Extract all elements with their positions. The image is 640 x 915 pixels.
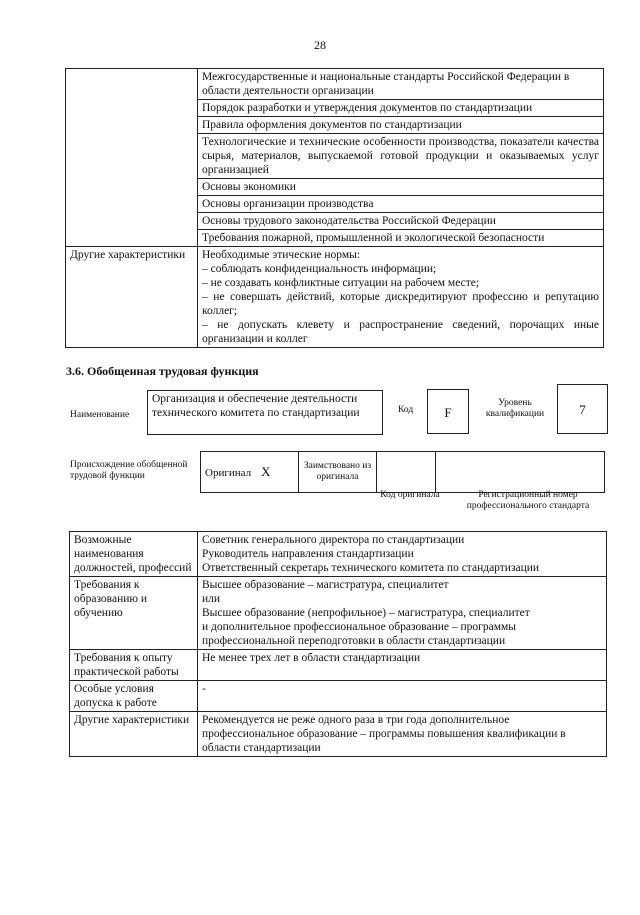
original-mark: X [261, 464, 271, 479]
content-line: Ответственный секретарь технического комитета по стандартизации [202, 562, 540, 574]
row-content [198, 712, 607, 757]
original-cell [201, 452, 299, 493]
row-content [198, 650, 607, 681]
ethics-line: – не создавать конфликтные ситуации на рабочем месте; [202, 277, 480, 289]
table-row [70, 577, 607, 650]
table-row [70, 712, 607, 757]
original-label: Оригинал [205, 467, 252, 479]
table-cell: Порядок разработки и утверждения документов по стандартизации [198, 100, 604, 117]
row-content [198, 681, 607, 712]
content-line: Рекомендуется не реже одного раза в три года дополнительное профессиональное образование – программы повышения квалификации в области стандартизации [202, 714, 566, 754]
row-label: Требования к опыту практической работы [70, 650, 198, 681]
content-line: и дополнительное профессиональное образование – программы профессиональной переподготовки в области стандартизации [202, 621, 517, 647]
row-label: Требования к образованию и обучению [70, 577, 198, 650]
table-cell: Основы организации производства [198, 196, 604, 213]
table-cell: Требования пожарной, промышленной и экологической безопасности [198, 230, 604, 247]
origin-label: Происхождение обобщенной трудовой функции [70, 460, 188, 481]
table-row [66, 247, 604, 348]
row-content [198, 577, 607, 650]
ethics-line: – не допускать клевету и распространение сведений, порочащих иные организации и коллег [202, 319, 599, 345]
content-line: Высшее образование – магистратура, специалитет [202, 579, 449, 591]
row-label: Другие характеристики [70, 712, 198, 757]
section-heading: 3.6. Обобщенная трудовая функция [66, 364, 259, 378]
registration-number-caption: Регистрационный номер профессионального стандарта [466, 490, 590, 511]
row-content [198, 532, 607, 577]
table-cell: Основы экономики [198, 179, 604, 196]
competency-table [65, 68, 604, 348]
content-line: Высшее образование (непрофильное) – магистратура, специалитет [202, 607, 530, 619]
content-line: или [202, 593, 221, 605]
row-label: Особые условия допуска к работе [70, 681, 198, 712]
original-code-caption: Код оригинала [380, 490, 440, 500]
original-code-cell [377, 452, 436, 493]
table-row [70, 650, 607, 681]
table-row [70, 681, 607, 712]
code-label: Код [398, 405, 414, 415]
table-row [201, 452, 605, 493]
qualification-level-box: 7 [557, 384, 608, 434]
qualification-level-label: Уровень квалификации [485, 398, 545, 419]
row-label: Возможные наименования должностей, профессий [70, 532, 198, 577]
content-line: Советник генерального директора по стандартизации [202, 534, 465, 546]
registration-number-cell [436, 452, 605, 493]
code-box: F [427, 389, 469, 434]
content-line: Руководитель направления стандартизации [202, 548, 414, 560]
other-characteristics-label: Другие характеристики [66, 247, 198, 348]
page-number: 28 [314, 38, 326, 52]
table-cell: Технологические и технические особенности производства, показатели качества сырья, материалов, выпускаемой готовой продукции и оказываемых услуг организацией [198, 134, 604, 179]
ethics-line: – соблюдать конфиденциальность информации; [202, 263, 437, 275]
function-name-box: Организация и обеспечение деятельности технического комитета по стандартизации [147, 390, 383, 435]
table-cell: Межгосударственные и национальные стандарты Российской Федерации в области деятельности организации [198, 69, 604, 100]
function-requirements-table [69, 531, 607, 757]
content-line: Не менее трех лет в области стандартизации [202, 652, 421, 664]
content-line: - [202, 683, 206, 695]
table-cell: Правила оформления документов по стандартизации [198, 117, 604, 134]
name-label: Наименование [70, 410, 130, 420]
origin-table [200, 451, 605, 493]
empty-label-cell [66, 69, 198, 247]
ethics-cell [198, 247, 604, 348]
ethics-line: Необходимые этические нормы: [202, 249, 361, 261]
table-cell: Основы трудового законодательства Российской Федерации [198, 213, 604, 230]
borrowed-cell: Заимствовано из оригинала [299, 452, 377, 493]
ethics-line: – не совершать действий, которые дискредитируют профессию и репутацию коллег; [202, 291, 599, 317]
table-row [70, 532, 607, 577]
table-row [66, 69, 604, 100]
